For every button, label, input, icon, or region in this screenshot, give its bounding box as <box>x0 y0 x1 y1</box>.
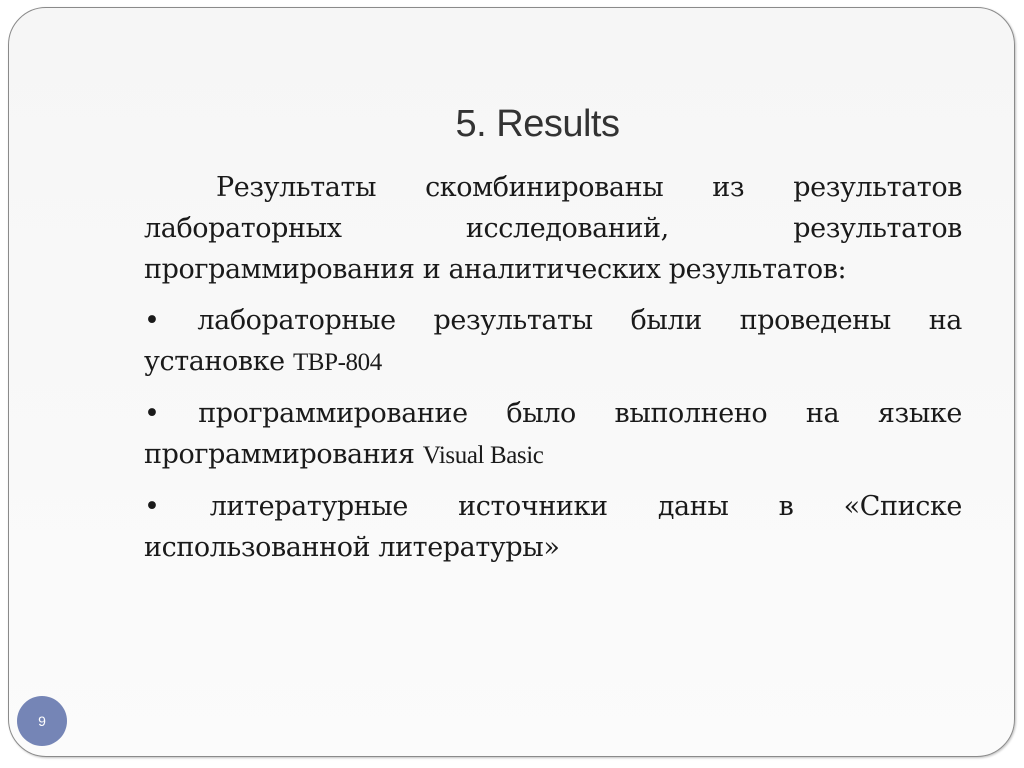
bullet-item <box>144 393 962 476</box>
bullet-text: лабораторные результаты были проведены на установке <box>144 305 962 377</box>
bullet-text: программирование было выполнено на языке программирования <box>144 398 962 470</box>
bullet-marker: • <box>144 398 160 429</box>
bullet-item <box>144 486 962 568</box>
page-number: 9 <box>38 713 46 729</box>
bullet-tail: ТВР-804 <box>292 349 382 376</box>
intro-paragraph: Результаты скомбинированы из результатов лабораторных исследований, результатов программирования и аналитических результатов: <box>144 172 962 285</box>
page-number-badge <box>17 696 67 746</box>
bullet-item <box>144 300 962 383</box>
slide-title: 5. Results <box>455 103 620 145</box>
bullet-tail: Visual Basic <box>422 442 544 469</box>
bullet-text: литературные источники даны в «Списке использованной литературы» <box>144 491 962 563</box>
slide-body <box>144 167 962 578</box>
bullet-marker: • <box>144 305 160 336</box>
bullet-marker: • <box>144 491 160 522</box>
